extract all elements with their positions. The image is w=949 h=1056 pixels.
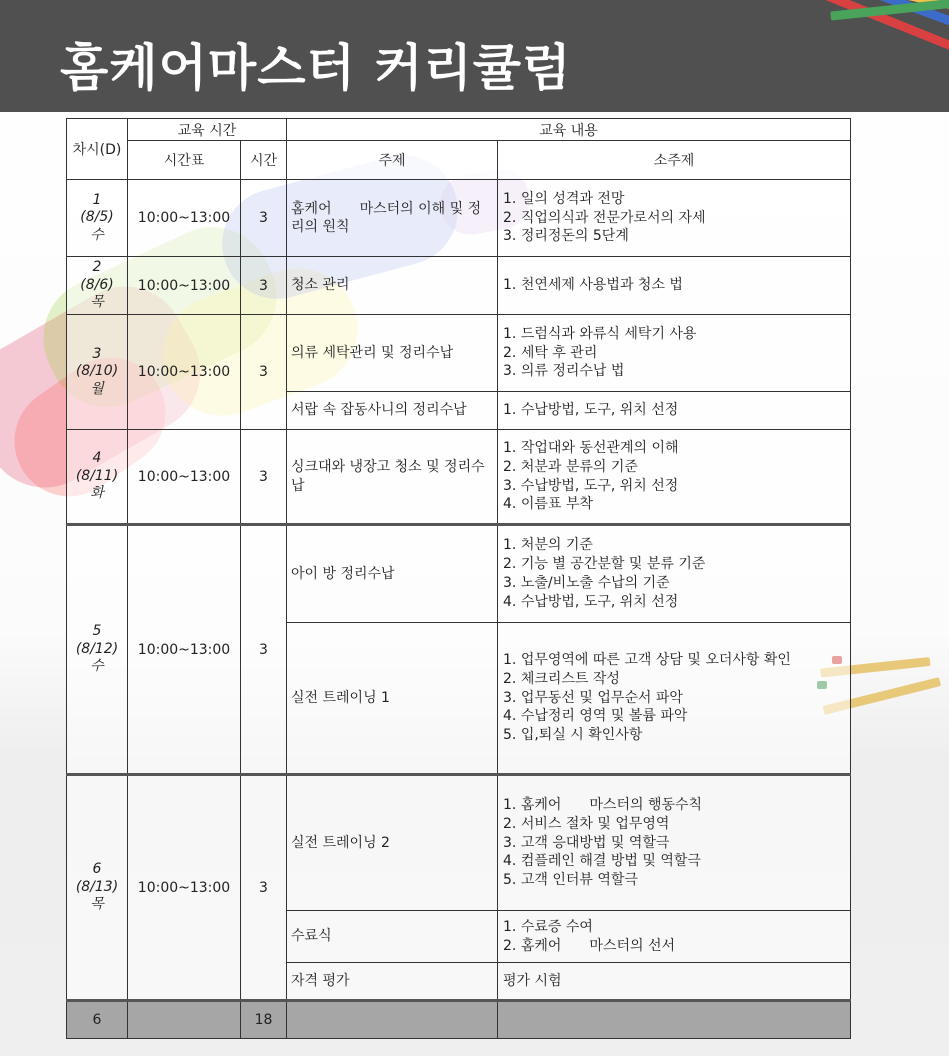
table-row bbox=[67, 430, 851, 525]
session-cell bbox=[67, 430, 128, 525]
subtopic-cell bbox=[498, 623, 851, 775]
topic-cell: 실전 트레이닝 1 bbox=[287, 623, 498, 775]
subtopic-cell bbox=[498, 315, 851, 392]
subtopic-cell bbox=[498, 963, 851, 1001]
subtopic-cell bbox=[498, 257, 851, 315]
subtopic-item: 4. 컴플레인 해결 방법 및 역할극 bbox=[503, 853, 701, 870]
schedule-cell: 10:00~13:00 bbox=[128, 775, 241, 1001]
header-hours: 시간 bbox=[241, 141, 287, 180]
session-number: 2 bbox=[92, 259, 102, 276]
topic-cell: 홈케어 마스터의 이해 및 정리의 원칙 bbox=[287, 180, 498, 257]
total-empty bbox=[287, 1001, 498, 1039]
schedule-cell: 10:00~13:00 bbox=[128, 315, 241, 430]
hours-cell: 3 bbox=[241, 525, 287, 775]
session-date: (8/11) bbox=[75, 467, 119, 484]
session-date: (8/5) bbox=[80, 209, 114, 226]
topic-cell: 의류 세탁관리 및 정리수납 bbox=[287, 315, 498, 392]
subtopic-item: 2. 처분과 분류의 기준 bbox=[503, 458, 638, 475]
session-number: 5 bbox=[92, 623, 102, 640]
session-weekday: 수 bbox=[90, 226, 104, 243]
subtopic-cell bbox=[498, 392, 851, 430]
subtopic-item: 3. 정리정돈의 5단계 bbox=[503, 228, 629, 245]
subtopic-item: 3. 노출/비노출 수납의 기준 bbox=[503, 575, 670, 591]
subtopic-cell bbox=[498, 430, 851, 525]
schedule-cell: 10:00~13:00 bbox=[128, 430, 241, 525]
session-cell bbox=[67, 315, 128, 430]
total-empty bbox=[128, 1001, 241, 1039]
session-date: (8/12) bbox=[75, 640, 119, 657]
subtopic-cell bbox=[498, 525, 851, 623]
schedule-cell: 10:00~13:00 bbox=[128, 257, 241, 315]
subtopic-item: 4. 이름표 부착 bbox=[503, 496, 593, 513]
hours-cell: 3 bbox=[241, 775, 287, 1001]
subtopic-item: 1. 수료증 수여 bbox=[503, 918, 593, 935]
topic-cell: 청소 관리 bbox=[287, 257, 498, 315]
subtopic-item: 1. 처분의 기준 bbox=[503, 537, 593, 554]
subtopic-item: 2. 체크리스트 작성 bbox=[503, 670, 620, 687]
header-schedule: 시간표 bbox=[128, 141, 241, 180]
table-row bbox=[67, 257, 851, 315]
header-subtopic: 소주제 bbox=[498, 141, 851, 180]
topic-cell: 싱크대와 냉장고 청소 및 정리수납 bbox=[287, 430, 498, 525]
subtopic-item: 2. 기능 별 공간분할 및 분류 기준 bbox=[503, 556, 706, 573]
topic-cell: 수료식 bbox=[287, 911, 498, 963]
hours-cell: 3 bbox=[241, 315, 287, 430]
subtopic-item: 평가 시험 bbox=[503, 972, 562, 989]
session-number: 1 bbox=[92, 191, 102, 208]
title-bar bbox=[0, 0, 949, 112]
subtopic-item: 3. 의류 정리수납 법 bbox=[503, 363, 625, 380]
session-weekday: 목 bbox=[90, 294, 104, 311]
subtopic-item: 1. 천연세제 사용법과 청소 법 bbox=[503, 277, 683, 294]
session-cell bbox=[67, 525, 128, 775]
session-number: 3 bbox=[92, 345, 102, 362]
header-edu-time: 교육 시간 bbox=[128, 119, 287, 141]
session-cell bbox=[67, 257, 128, 315]
schedule-cell: 10:00~13:00 bbox=[128, 525, 241, 775]
session-weekday: 화 bbox=[90, 485, 104, 502]
topic-cell: 아이 방 정리수납 bbox=[287, 525, 498, 623]
topic-cell: 자격 평가 bbox=[287, 963, 498, 1001]
schedule-cell: 10:00~13:00 bbox=[128, 180, 241, 257]
curriculum-table bbox=[66, 118, 851, 1039]
subtopic-item: 1. 홈케어 마스터의 행동수칙 bbox=[503, 796, 703, 813]
subtopic-item: 4. 수납정리 영역 및 볼륨 파악 bbox=[503, 708, 688, 725]
total-row bbox=[67, 1001, 851, 1039]
subtopic-item: 1. 드럼식과 와류식 세탁기 사용 bbox=[503, 325, 697, 342]
header-topic: 주제 bbox=[287, 141, 498, 180]
session-date: (8/10) bbox=[75, 363, 119, 380]
session-cell bbox=[67, 775, 128, 1001]
subtopic-item: 1. 작업대와 동선관계의 이해 bbox=[503, 439, 679, 456]
subtopic-item: 2. 직업의식과 전문가로서의 자세 bbox=[503, 209, 706, 226]
session-cell bbox=[67, 180, 128, 257]
total-sessions: 6 bbox=[67, 1001, 128, 1039]
subtopic-item: 1. 업무영역에 따른 고객 상담 및 오더사항 확인 bbox=[503, 651, 791, 668]
session-weekday: 월 bbox=[90, 380, 104, 397]
subtopic-cell bbox=[498, 911, 851, 963]
header-session: 차시(D) bbox=[67, 119, 128, 180]
subtopic-item: 5. 입,퇴실 시 확인사항 bbox=[503, 727, 643, 744]
hours-cell: 3 bbox=[241, 180, 287, 257]
session-number: 4 bbox=[92, 450, 102, 467]
subtopic-item: 3. 수납방법, 도구, 위치 선정 bbox=[503, 477, 679, 494]
hours-cell: 3 bbox=[241, 257, 287, 315]
topic-cell: 실전 트레이닝 2 bbox=[287, 775, 498, 911]
table-row bbox=[67, 315, 851, 392]
subtopic-item: 2. 서비스 절차 및 업무영역 bbox=[503, 815, 670, 832]
curriculum-table-wrapper bbox=[66, 118, 850, 1039]
hours-cell: 3 bbox=[241, 430, 287, 525]
subtopic-item: 3. 고객 응대방법 및 역할극 bbox=[503, 834, 670, 851]
session-date: (8/6) bbox=[80, 276, 114, 293]
session-date: (8/13) bbox=[75, 878, 119, 895]
subtopic-item: 2. 세탁 후 관리 bbox=[503, 344, 598, 361]
subtopic-cell bbox=[498, 180, 851, 257]
subtopic-item: 2. 홈케어 마스터의 선서 bbox=[503, 937, 675, 954]
table-row bbox=[67, 525, 851, 623]
subtopic-item: 3. 업무동선 및 업무순서 파악 bbox=[503, 689, 683, 706]
topic-cell: 서랍 속 잡동사니의 정리수납 bbox=[287, 392, 498, 430]
subtopic-item: 5. 고객 인터뷰 역할극 bbox=[503, 872, 638, 889]
total-hours: 18 bbox=[241, 1001, 287, 1039]
session-number: 6 bbox=[92, 861, 102, 878]
subtopic-cell bbox=[498, 775, 851, 911]
subtopic-item: 1. 수납방법, 도구, 위치 선정 bbox=[503, 402, 679, 419]
page-title: 홈케어마스터 커리큘럼 bbox=[60, 39, 572, 97]
subtopic-item: 1. 일의 성격과 전망 bbox=[503, 190, 625, 207]
subtopic-item: 4. 수납방법, 도구, 위치 선정 bbox=[503, 593, 679, 610]
session-weekday: 목 bbox=[90, 896, 104, 913]
header-edu-content: 교육 내용 bbox=[287, 119, 851, 141]
table-row bbox=[67, 775, 851, 911]
table-row bbox=[67, 180, 851, 257]
total-empty bbox=[498, 1001, 851, 1039]
session-weekday: 수 bbox=[90, 658, 104, 675]
